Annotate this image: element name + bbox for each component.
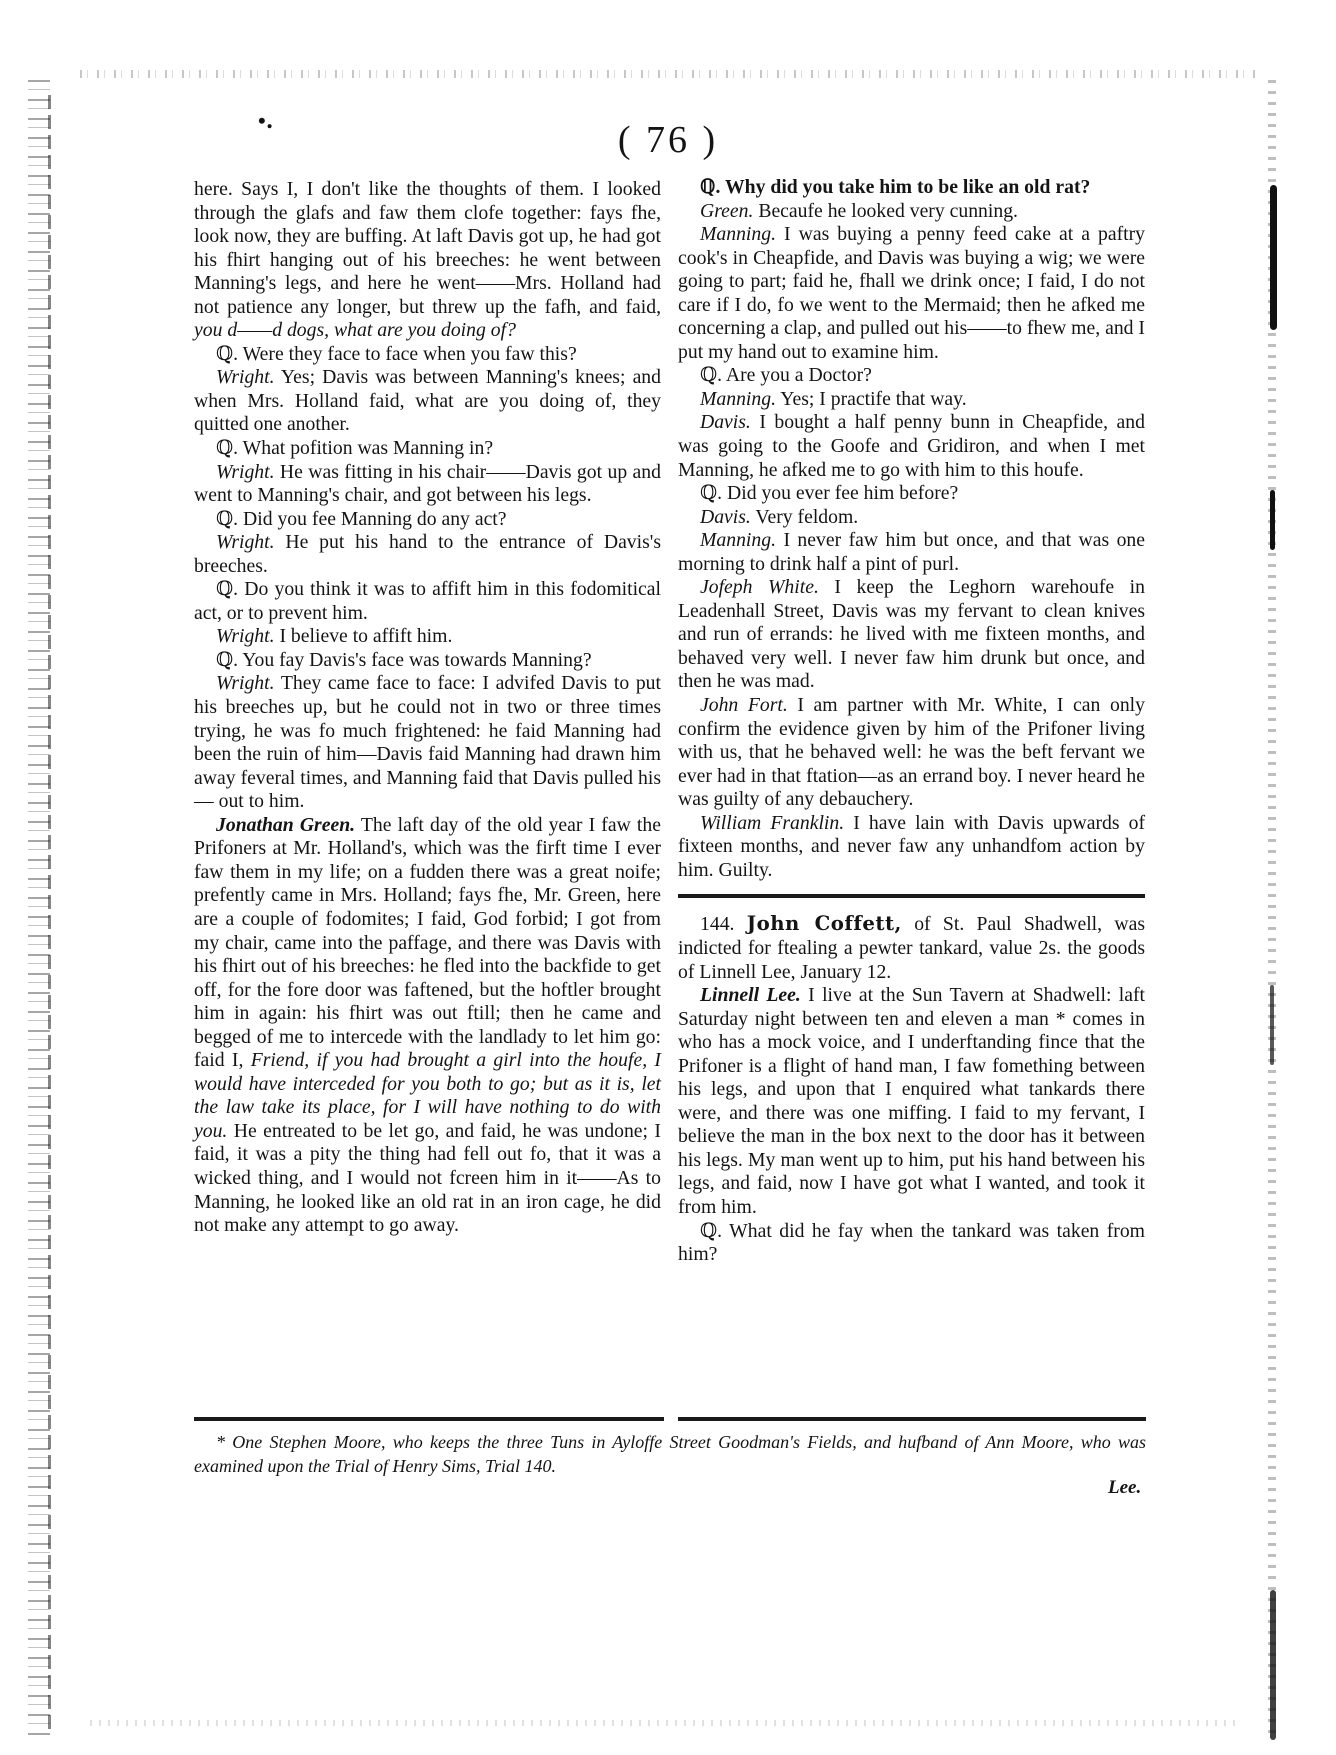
paragraph — [194, 366, 661, 437]
paragraph-text: I keep the Leghorn warehoufe in Leadenhall Street, Davis was my fervant to clean knives and run of errands: he lived with me fixteen months, and behaved very well. I never faw him drunk but once, and then he was mad. — [678, 576, 1145, 693]
speaker-name: Wright. — [216, 672, 275, 695]
paragraph-text: Did you fee Manning do any act? — [238, 507, 507, 530]
speaker-name: John Fort. — [700, 694, 788, 717]
paragraph — [678, 200, 1145, 224]
paragraph-text: I never faw him but once, and that was one morning to drink half a pint of purl. — [678, 529, 1145, 575]
paragraph — [194, 508, 661, 532]
paragraph — [194, 649, 661, 673]
paragraph-text: here. Says I, I don't like the thoughts of them. I looked through the glafs and faw them clofe together: fays fhe, look now, they are buffing. At laft Davis got up, he had got his fhirt hanging out of his breeches: he went between Manning's legs, and here he went——Mrs. Holland had not patience any longer, but threw up the fafh, and faid, — [194, 178, 661, 318]
paragraph-text: They came face to face: I advifed Davis to put his breeches up, but he could not in two or three times trying, he was fo much frightened: he faid Manning had been the ruin of him—Davis faid Manning had drawn him away feveral times, and Manning faid that Davis pulled his— out to him. — [194, 672, 661, 813]
speaker-name: Wright. — [216, 625, 275, 648]
question-mark-label: ℚ. — [216, 437, 239, 460]
paragraph-text: Did you ever fee him before? — [722, 482, 959, 505]
paragraph-text: He entreated to be let go, and faid, he was undone; I faid, it was a pity the thing had fell out fo, that it was a wicked thing, and I would not fcreen him in it——As to Manning, he looked like an old rat in an iron cage, he did not make any attempt to go away. — [194, 1119, 661, 1237]
speaker-name: Jofeph White. — [700, 576, 819, 599]
case-indictment: of St. Paul Shadwell, was indicted for ftealing a pewter tankard, value 2s. the goods of Linnell Lee, January 12. — [678, 913, 1145, 983]
speaker-name: William Franklin. — [700, 811, 845, 834]
paragraph — [194, 814, 661, 1238]
quoted-speech: Friend, if you had brought a girl into the houfe, I would have interceded for you both to go; but as it is, let the law take its place, for I will have nothing to do with you. — [194, 1049, 661, 1142]
scan-noise-bottom — [90, 1720, 1240, 1726]
paragraph — [678, 411, 1145, 482]
paragraph — [194, 437, 661, 461]
paragraph — [678, 576, 1145, 694]
scan-mark — [1270, 985, 1274, 1065]
paragraph-text: Do you think it was to affift him in this fodomitical act, or to prevent him. — [194, 578, 661, 624]
speaker-name: Davis. — [700, 505, 751, 528]
paragraph — [678, 482, 1145, 506]
speaker-name: Wright. — [216, 531, 275, 554]
footnote — [194, 1430, 1146, 1478]
question-mark-label: ℚ. — [700, 364, 723, 387]
printer-mark: •․ — [258, 108, 274, 133]
scan-mark — [1270, 1590, 1276, 1740]
right-column — [678, 176, 1145, 1267]
speaker-name: Linnell Lee. — [700, 984, 801, 1007]
paragraph — [194, 343, 661, 367]
scan-edge-left-line — [48, 95, 51, 1735]
paragraph-text: I have lain with Davis upwards of fixteen months, and never faw any unhandfom action by him. Guilty. — [678, 811, 1145, 881]
question-mark-label: ℚ. — [216, 578, 239, 601]
question-mark-label: ℚ. — [216, 342, 239, 365]
paragraph — [678, 1220, 1145, 1267]
speaker-name: Davis. — [700, 411, 751, 434]
paragraph — [194, 672, 661, 813]
question-mark-label: ℚ. — [700, 482, 723, 505]
paragraph-text: What pofition was Manning in? — [238, 437, 494, 460]
case-number: 144. — [700, 913, 735, 936]
paragraph — [678, 694, 1145, 812]
left-column — [194, 178, 661, 1238]
speaker-name: Jonathan Green. — [216, 813, 356, 836]
question-mark-label: ℚ. — [700, 176, 721, 198]
quoted-speech: you d——d dogs, what are you doing of? — [194, 319, 516, 342]
speaker-name: Manning. — [700, 223, 777, 246]
paragraph — [678, 812, 1145, 883]
paragraph — [678, 506, 1145, 530]
page-number: ( 76 ) — [617, 119, 719, 161]
paragraph — [678, 388, 1145, 412]
scan-edge-left — [28, 80, 50, 1740]
paragraph-text: I live at the Sun Tavern at Shadwell: laft Saturday night between ten and eleven a man * comes in who has a mock voice, and I underftanding fince that the Prifoner is a flight of hand man, I faw fomething between his legs, and upon that I enquired what tankards there were, and there was one miffing. I faid to my fervant, I believe the man in the box next to the door has it between his legs. My man went up to him, put his hand between his legs, and faid, now I have got what I wanted, and took it from him. — [678, 984, 1146, 1218]
paragraph — [678, 529, 1145, 576]
question-mark-label: ℚ. — [216, 507, 239, 530]
paragraph-text: I bought a half penny bunn in Cheapfide, and was going to the Goofe and Gridiron, and when I met Manning, he afked me to go with him to this houfe. — [678, 411, 1145, 481]
speaker-name: Wright. — [216, 460, 275, 483]
paragraph — [194, 578, 661, 625]
case-divider — [678, 894, 1145, 902]
question-mark-label: ℚ. — [216, 648, 239, 671]
speaker-name: Green. — [700, 199, 754, 222]
paragraph-text: What did he fay when the tankard was taken from him? — [678, 1219, 1145, 1266]
paragraph — [194, 531, 661, 578]
paragraph-text: Yes; Davis was between Manning's knees; and when Mrs. Holland faid, what are you doing of, they quitted one another. — [194, 366, 661, 436]
paragraph — [194, 178, 661, 343]
paragraph — [678, 223, 1145, 364]
speaker-name: Manning. — [700, 529, 777, 552]
footnote-rule — [678, 1417, 1146, 1421]
footnote-text: * One Stephen Moore, who keeps the three Tuns in Ayloffe Street Goodman's Fields, and hufband of Ann Moore, who was examined upon the Trial of Henry Sims, Trial 140. — [194, 1432, 1146, 1476]
question-mark-label: ℚ. — [700, 1219, 723, 1242]
catchword: Lee. — [1108, 1477, 1142, 1498]
paragraph — [194, 461, 661, 508]
paragraph-text: Very feldom. — [750, 505, 859, 528]
paragraph — [194, 625, 661, 649]
paragraph — [678, 176, 1145, 200]
scan-mark — [1270, 490, 1275, 550]
footnote-rule — [194, 1417, 664, 1421]
paragraph — [678, 984, 1145, 1219]
paragraph-text: Becaufe he looked very cunning. — [753, 199, 1018, 222]
defendant-name: John Coffett, — [746, 912, 902, 936]
paragraph-text: Yes; I practife that way. — [776, 387, 967, 410]
paragraph — [678, 364, 1145, 388]
paragraph-text: Are you a Doctor? — [722, 364, 872, 387]
speaker-name: Wright. — [216, 366, 275, 389]
scan-noise-top — [80, 70, 1260, 78]
speaker-name: Manning. — [700, 387, 777, 410]
paragraph-text: I was buying a penny feed cake at a paftry cook's in Cheapfide, and Davis was buying a wig; we were going to part; faid he, fhall we drink once; I faid, I do not care if I do, fo we went to the Mermaid; then he afked me concerning a clap, and pulled out his——to fhew me, and I put my hand out to examine him. — [678, 223, 1145, 363]
case-heading — [678, 912, 1145, 984]
paragraph-text: You fay Davis's face was towards Manning? — [238, 648, 592, 671]
paragraph-text: He put his hand to the entrance of Davis's breeches. — [194, 531, 661, 577]
paragraph-text: Were they face to face when you faw this? — [238, 342, 577, 365]
paragraph-text: Why did you take him to be like an old rat? — [720, 176, 1091, 198]
paragraph-text: He was fitting in his chair——Davis got up and went to Manning's chair, and got between his legs. — [194, 460, 661, 507]
paragraph-text: The laft day of the old year I faw the Prifoners at Mr. Holland's, which was the firft time I ever faw them in my life; on a fudden there was a great noife; prefently came in Mrs. Holland; fays fhe, Mr. Green, here are a couple of fodomites; I faid, God forbid; I got from my chair, came into the paffage, and there was Davis with his fhirt out of his breeches: he fled into the backfide to get off, for the fore door was faftened, but the hoftler brought him in again: his fhirt was out ftill; then he came and begged of me to intercede with the landlady to let him go: faid I, — [194, 813, 661, 1072]
paragraph-text: I am partner with Mr. White, I can only confirm the evidence given by him of the Prifoner living with us, that he behaved well: he was the beft fervant we ever had in that ftation—as an errand boy. I never heard he was guilty of any debauchery. — [678, 694, 1145, 811]
paragraph-text: I believe to affift him. — [274, 625, 453, 648]
scan-mark — [1270, 185, 1277, 330]
